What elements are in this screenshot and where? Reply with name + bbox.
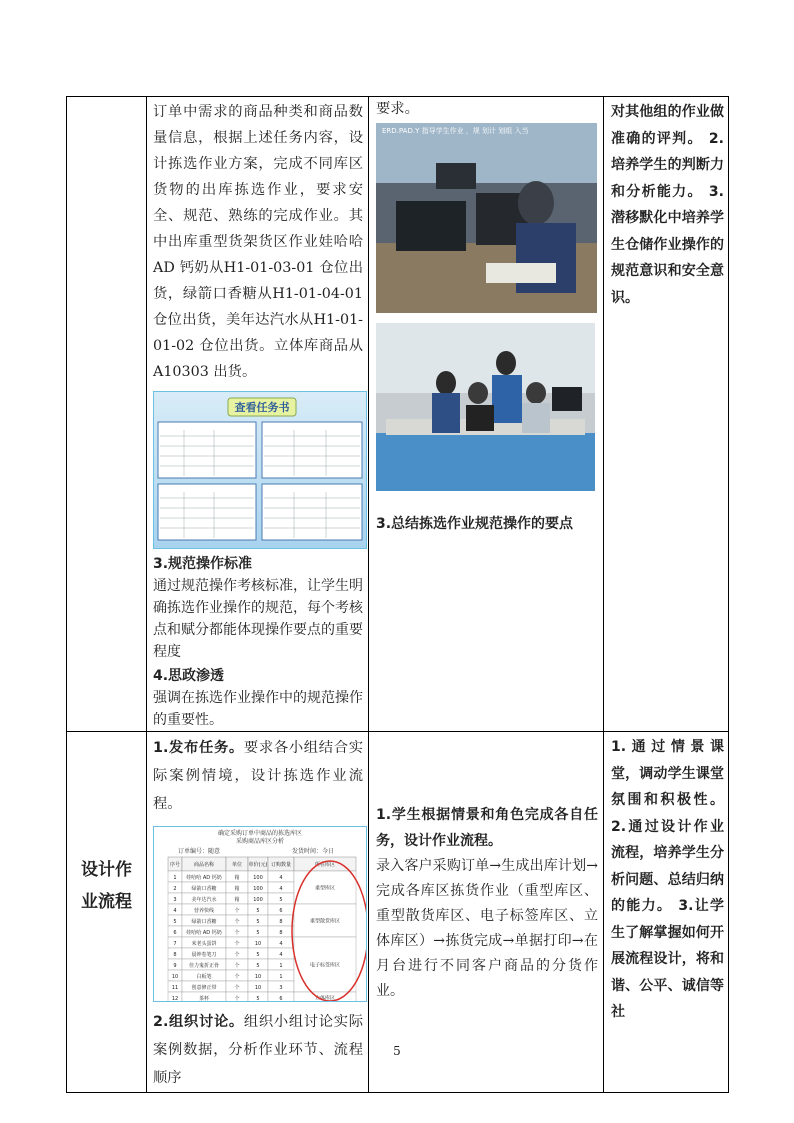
table-cell: 绿箭口香糖: [191, 919, 217, 925]
flow-heading: 1.学生根据情景和角色完成各自任务，设计作业流程。: [376, 807, 598, 849]
table-cell: 8: [279, 919, 283, 925]
photo-1-caption: ERD.PAD.Y 指导学生作业 ，规 划计 划组 入当: [382, 127, 529, 135]
table-cell: 2: [173, 886, 177, 892]
discuss-text: 组织小组讨论实际案例数据，分析作业环节、流程顺序: [153, 1014, 363, 1086]
table-cell: 10: [254, 985, 262, 991]
goal-text: 对其他组的作业做准确的评判。 2.培养学生的判断力和分析能力。 3.潜移默化中培养学生仓储作业操作的规范意识和安全意识。: [611, 104, 724, 306]
table-cell: 6: [173, 930, 177, 936]
table-row: [67, 97, 729, 732]
table-cell: 3: [173, 897, 177, 903]
table-cell: 晨钟卷笔刀: [191, 952, 217, 958]
lesson-plan-table: [66, 96, 729, 1093]
table-cell: 5: [256, 908, 260, 914]
table-cell: 米老头蛋饼: [191, 941, 217, 947]
table-cell: 100: [253, 886, 263, 892]
table-cell: 个: [234, 952, 240, 958]
table-cell: 5: [256, 996, 260, 1002]
task-paragraph: 订单中需求的商品种类和商品数量信息，根据上述任务内容，设计拣选作业方案，完成不同库区货物的出库拣选作业，要求安全、规范、熟练的完成作业。其中出库重型货架货区作业娃哈哈 AD 钙奶从H1-01-03-01 仓位出货，绿箭口香糖从H1-01-04-01 仓位出货，美年达汽水从H1-01-01-02 仓位出货。立体库商品从 A10303 出货。: [153, 104, 363, 380]
table-header-cell: 订购数量: [270, 862, 292, 868]
task-label: 1.发布任务。: [153, 740, 244, 756]
task-book-figure: [153, 391, 367, 549]
table-cell: 3: [279, 985, 283, 991]
table-cell: 个: [234, 996, 240, 1002]
paragraph-4: 强调在拣选作业操作中的规范操作的重要性。: [153, 690, 363, 728]
table-cell: 1: [279, 963, 283, 969]
teacher-activity-cell: [147, 97, 369, 732]
table-cell: 箱: [234, 897, 240, 903]
summary-heading: 3.总结拣选作业规范操作的要点: [376, 516, 574, 532]
table-cell: 10: [171, 974, 179, 980]
table-cell: 绿箭口香糖: [191, 886, 217, 892]
table-cell: 5: [256, 919, 260, 925]
table-cell: 白板笔: [196, 974, 212, 980]
zone-label: 电子标签库区: [309, 962, 341, 969]
table-cell: 个: [234, 930, 240, 936]
table-cell: 8: [279, 930, 283, 936]
table-cell: 9: [173, 963, 177, 969]
flow-text: 录入客户采购订单→生成出库计划→完成各库区拣货作业（重型库区、重型散货库区、电子标签库区、立体库区）→拣货完成→单据打印→在月台进行不同客户商品的分货作业。: [376, 858, 598, 999]
continuation-text: 要求。: [376, 101, 419, 117]
goal-text: 1.通过情景课堂，调动学生课堂氛围和积极性。 2.通过设计作业流程，培养学生分析问题、总结归纳的能力。 3.让学生了解掌握如何开展流程设计，将和谐、公平、诚信等社: [611, 739, 724, 1020]
student-activity-cell: [369, 97, 604, 732]
table-cell: 4: [173, 908, 177, 914]
table-header-cell: 单价(元): [248, 862, 268, 868]
classroom-photo-1: [376, 123, 597, 313]
table-cell: 100: [253, 875, 263, 881]
table-cell: 5: [256, 963, 260, 969]
table-title-2: 采购商品库区分析: [235, 838, 285, 845]
discuss-label: 2.组织讨论。: [153, 1014, 244, 1030]
table-cell: 7: [173, 941, 177, 947]
table-meta-right: 发货时间：今日: [292, 848, 335, 855]
stage-cell: [67, 732, 147, 1093]
table-cell: 个: [234, 919, 240, 925]
table-cell: 娃哈哈 AD 钙奶: [186, 930, 222, 936]
heading-4: 4.思政渗透: [153, 668, 225, 684]
table-cell: 4: [279, 952, 283, 958]
table-meta-left: 订单编号：随意: [178, 848, 221, 855]
stage-cell: [67, 97, 147, 732]
paragraph-3: 通过规范操作考核标准，让学生明确拣选作业操作的规范，每个考核点和赋分都能体现操作要点的重要程度: [153, 578, 363, 660]
table-header-cell: 所在库区: [314, 862, 336, 868]
classroom-photo-2: [376, 323, 595, 491]
heading-3: 3.规范操作标准: [153, 556, 253, 572]
table-cell: 5: [256, 930, 260, 936]
table-cell: 100: [253, 897, 263, 903]
table-cell: 个: [234, 963, 240, 969]
table-cell: 5: [256, 952, 260, 958]
table-cell: 11: [171, 985, 179, 991]
table-cell: 1: [173, 875, 177, 881]
table-cell: 营养快线: [193, 908, 215, 914]
table-header-cell: 商品名称: [193, 862, 215, 868]
table-cell: 娃哈哈 AD 钙奶: [186, 875, 222, 881]
table-cell: 4: [279, 886, 283, 892]
zone-label: 重型散货库区: [309, 918, 341, 925]
order-analysis-figure: [153, 826, 367, 1002]
table-cell: 佳力鬼折正骨: [188, 963, 220, 969]
table-cell: 1: [279, 974, 283, 980]
table-cell: 茶杯: [198, 996, 210, 1002]
table-cell: 5: [279, 897, 283, 903]
table-cell: 个: [234, 985, 240, 991]
table-cell: 5: [173, 919, 177, 925]
table-cell: 4: [279, 941, 283, 947]
page-number: 5: [393, 1044, 401, 1058]
task-text: 要求各小组结合实际案例情境，设计拣选作业流程。: [153, 740, 363, 812]
table-cell: 个: [234, 941, 240, 947]
teacher-activity-cell: [147, 732, 369, 1093]
table-row: [67, 732, 729, 1093]
table-cell: 6: [279, 996, 283, 1002]
figure-title: 查看任务书: [234, 401, 290, 414]
table-cell: 4: [279, 875, 283, 881]
goal-cell: [604, 97, 729, 732]
goal-cell: [604, 732, 729, 1093]
table-header-cell: 单位: [231, 862, 243, 868]
table-cell: 箱: [234, 875, 240, 881]
table-header-cell: 序号: [169, 862, 181, 868]
table-cell: 美年达汽水: [191, 897, 217, 903]
table-cell: 箱: [234, 886, 240, 892]
zone-label: 重型库区: [314, 885, 336, 892]
table-title-1: 确定采购订单中商品的拣选库区: [217, 830, 303, 837]
zone-label: 立体库区: [314, 995, 336, 1002]
table-cell: 10: [254, 941, 262, 947]
table-cell: 8: [173, 952, 177, 958]
student-activity-cell: [369, 732, 604, 1093]
table-cell: 创意修正带: [191, 985, 217, 991]
table-cell: 10: [254, 974, 262, 980]
table-cell: 12: [171, 996, 179, 1002]
stage-title: 设计作业流程: [81, 860, 132, 912]
table-cell: 个: [234, 974, 240, 980]
table-cell: 个: [234, 908, 240, 914]
table-cell: 6: [279, 908, 283, 914]
